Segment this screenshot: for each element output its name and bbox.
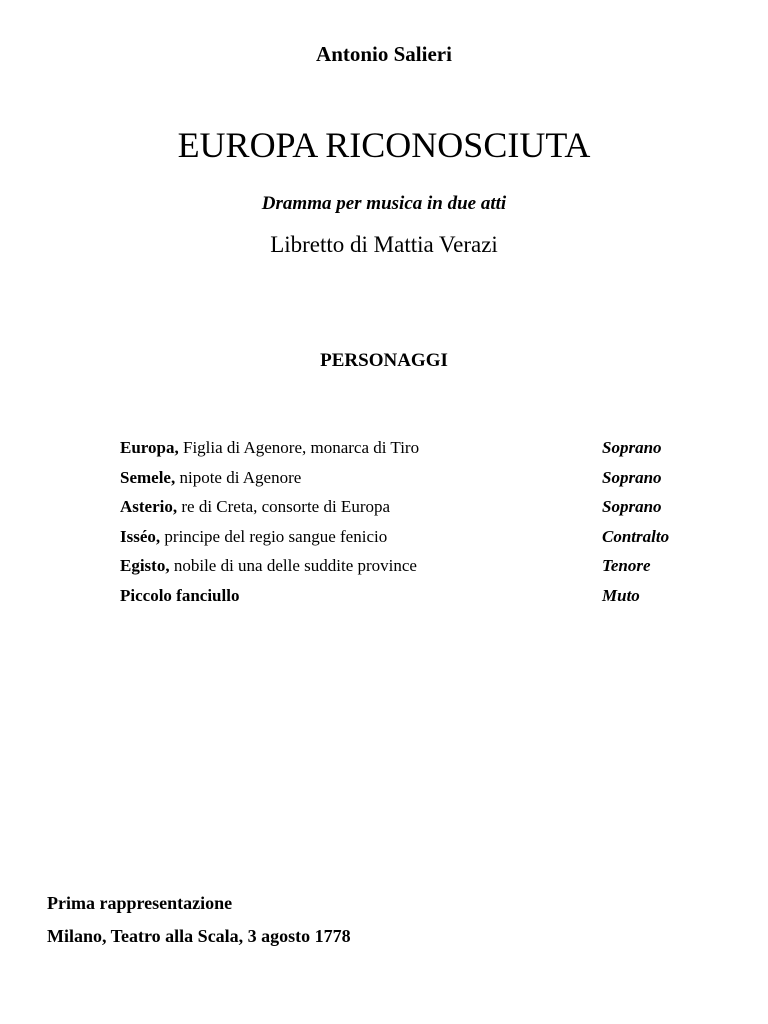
cast-row xyxy=(120,556,700,586)
role-voice-type: Soprano xyxy=(602,497,662,517)
role-description: principe del regio sangue fenicio xyxy=(160,526,388,546)
cast-row xyxy=(120,438,700,468)
role-voice-type: Soprano xyxy=(602,438,662,457)
role-name: Egisto, xyxy=(120,556,170,576)
cast-list xyxy=(120,438,700,616)
cast-row xyxy=(120,497,700,527)
opera-subtitle: Dramma per musica in due atti xyxy=(261,193,507,214)
role-description: nobile di una delle suddite province xyxy=(169,556,417,576)
premiere-venue-date: Milano, Teatro alla Scala, 3 agosto 1778 xyxy=(47,926,351,946)
librettist-credit: Libretto di Mattia Verazi xyxy=(270,232,498,257)
opera-title: EUROPA RICONOSCIUTA xyxy=(177,125,591,165)
composer-name: Antonio Salieri xyxy=(316,42,452,66)
role-name: Europa, xyxy=(120,438,179,457)
role-voice-type: Muto xyxy=(602,585,640,605)
cast-row xyxy=(120,468,700,498)
premiere-label: Prima rappresentazione xyxy=(47,893,233,913)
role-voice-type: Contralto xyxy=(602,526,670,546)
cast-row xyxy=(120,527,700,557)
role-name: Asterio, xyxy=(120,497,178,517)
role-name: Semele, xyxy=(120,467,176,487)
role-description: Figlia di Agenore, monarca di Tiro xyxy=(178,438,420,457)
role-name: Isséo, xyxy=(120,526,161,546)
role-description: re di Creta, consorte di Europa xyxy=(177,497,391,517)
cast-heading: PERSONAGGI xyxy=(320,350,448,371)
role-voice-type: Tenore xyxy=(602,556,651,576)
role-voice-type: Soprano xyxy=(602,467,662,487)
role-name: Piccolo fanciullo xyxy=(120,585,240,605)
role-description: nipote di Agenore xyxy=(175,467,302,487)
cast-row xyxy=(120,586,700,616)
